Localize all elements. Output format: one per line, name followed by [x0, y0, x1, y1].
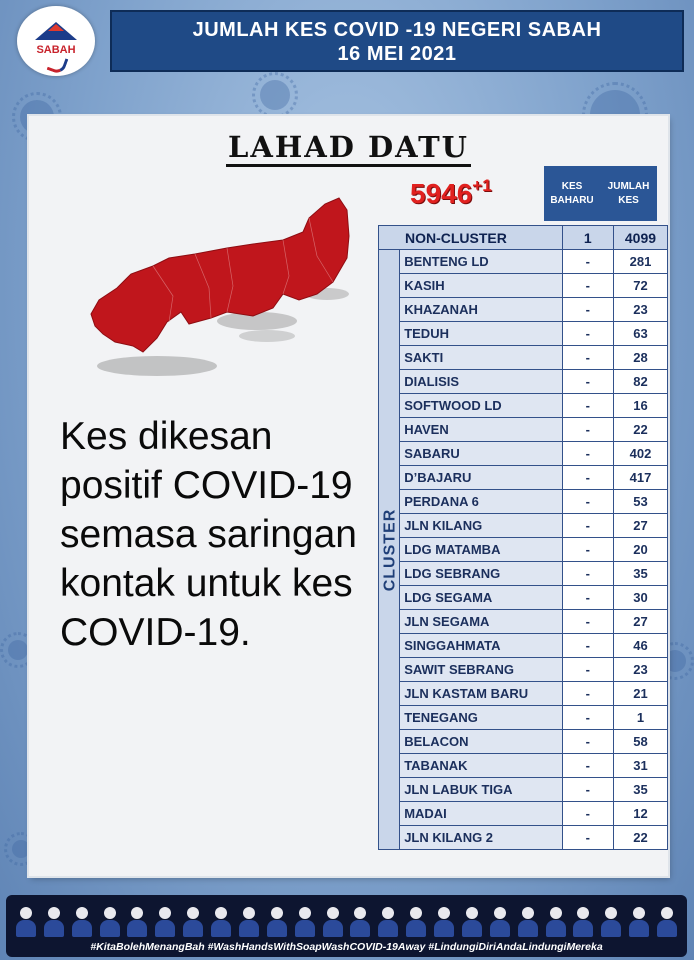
- row-jumlah: 21: [613, 682, 667, 706]
- virus-decoration: [12, 840, 30, 858]
- person-icon: [461, 907, 483, 937]
- header-date: 16 MEI 2021: [337, 43, 457, 65]
- mountain-peak-icon: [48, 24, 64, 31]
- row-baru: -: [562, 682, 613, 706]
- row-jumlah: 23: [613, 298, 667, 322]
- row-name: TENEGANG: [400, 706, 563, 730]
- row-jumlah: 417: [613, 466, 667, 490]
- row-baru: -: [562, 778, 613, 802]
- table-row: [379, 706, 668, 730]
- row-name: LDG SEBRANG: [400, 562, 563, 586]
- row-baru: -: [562, 514, 613, 538]
- table-row: [379, 298, 668, 322]
- row-name: JLN KASTAM BARU: [400, 682, 563, 706]
- row-jumlah: 22: [613, 418, 667, 442]
- header-kes-baharu: KES BAHARU: [544, 166, 600, 221]
- person-icon: [266, 907, 288, 937]
- person-icon: [126, 907, 148, 937]
- row-jumlah: 72: [613, 274, 667, 298]
- swoosh-icon: [47, 54, 69, 76]
- table-row: [379, 418, 668, 442]
- person-icon: [322, 907, 344, 937]
- row-jumlah: 53: [613, 490, 667, 514]
- row-baru: -: [562, 586, 613, 610]
- total-count: 5946: [410, 178, 473, 209]
- row-jumlah: 12: [613, 802, 667, 826]
- row-name: SINGGAHMATA: [400, 634, 563, 658]
- row-jumlah: 58: [613, 730, 667, 754]
- row-jumlah: 1: [613, 706, 667, 730]
- row-baru: -: [562, 370, 613, 394]
- row-name: JLN LABUK TIGA: [400, 778, 563, 802]
- table-row: [379, 634, 668, 658]
- table-row: [379, 778, 668, 802]
- table-row: [379, 538, 668, 562]
- row-name: SOFTWOOD LD: [400, 394, 563, 418]
- row-jumlah: 35: [613, 778, 667, 802]
- row-name: TABANAK: [400, 754, 563, 778]
- table-row: [379, 274, 668, 298]
- row-baru: -: [562, 754, 613, 778]
- row-name: D’BAJARU: [400, 466, 563, 490]
- header-title: JUMLAH KES COVID -19 NEGERI SABAH: [192, 19, 602, 41]
- row-name: SAWIT SEBRANG: [400, 658, 563, 682]
- info-message: Kes dikesan positif COVID-19 semasa saringan kontak untuk kes COVID-19.: [60, 415, 357, 654]
- person-icon: [210, 907, 232, 937]
- row-baru: -: [562, 658, 613, 682]
- person-icon: [656, 907, 678, 937]
- row-baru: -: [562, 538, 613, 562]
- person-icon: [517, 907, 539, 937]
- person-icon: [294, 907, 316, 937]
- row-name: LDG SEGAMA: [400, 586, 563, 610]
- district-map: [77, 196, 367, 386]
- table-row: [379, 562, 668, 586]
- row-baru: -: [562, 562, 613, 586]
- row-name: KASIH: [400, 274, 563, 298]
- row-baru: -: [562, 802, 613, 826]
- person-icon: [377, 907, 399, 937]
- person-icon: [238, 907, 260, 937]
- row-baru: -: [562, 442, 613, 466]
- cluster-label: CLUSTER: [381, 508, 398, 592]
- person-icon: [154, 907, 176, 937]
- table-row: [379, 322, 668, 346]
- table-row: [379, 802, 668, 826]
- row-jumlah: 30: [613, 586, 667, 610]
- table-row: [379, 442, 668, 466]
- row-jumlah: 16: [613, 394, 667, 418]
- row-name: BENTENG LD: [400, 250, 563, 274]
- row-baru: -: [562, 418, 613, 442]
- row-name: SAKTI: [400, 346, 563, 370]
- table-row: [379, 610, 668, 634]
- person-icon: [71, 907, 93, 937]
- person-icon: [433, 907, 455, 937]
- person-icon: [628, 907, 650, 937]
- table-row: [379, 682, 668, 706]
- row-name: DIALISIS: [400, 370, 563, 394]
- row-name: BELACON: [400, 730, 563, 754]
- row-jumlah: 31: [613, 754, 667, 778]
- person-icon: [572, 907, 594, 937]
- frontliner-figures: [6, 895, 687, 937]
- table-row: [379, 658, 668, 682]
- table-row: [379, 586, 668, 610]
- person-icon: [545, 907, 567, 937]
- table-row: [379, 514, 668, 538]
- table-row: [379, 370, 668, 394]
- person-icon: [349, 907, 371, 937]
- table-row: [379, 826, 668, 850]
- row-name: JLN SEGAMA: [400, 610, 563, 634]
- person-icon: [43, 907, 65, 937]
- row-baru: -: [562, 250, 613, 274]
- person-icon: [15, 907, 37, 937]
- row-jumlah: 28: [613, 346, 667, 370]
- row-name: LDG MATAMBA: [400, 538, 563, 562]
- row-baru: -: [562, 706, 613, 730]
- row-baru: -: [562, 826, 613, 850]
- person-icon: [600, 907, 622, 937]
- row-name: HAVEN: [400, 418, 563, 442]
- row-name: JLN KILANG 2: [400, 826, 563, 850]
- row-baru: -: [562, 322, 613, 346]
- footer-banner: [6, 895, 687, 957]
- table-row: [379, 730, 668, 754]
- row-baru: -: [562, 394, 613, 418]
- row-jumlah: 20: [613, 538, 667, 562]
- total-cases: [410, 178, 492, 210]
- row-jumlah: 23: [613, 658, 667, 682]
- row-baru: -: [562, 346, 613, 370]
- row-baru: -: [562, 730, 613, 754]
- sabah-logo: [17, 6, 95, 76]
- main-panel: [29, 116, 668, 876]
- row-name: PERDANA 6: [400, 490, 563, 514]
- district-title: LAHAD DATU: [29, 130, 668, 164]
- person-icon: [99, 907, 121, 937]
- row-name: KHAZANAH: [400, 298, 563, 322]
- header-jumlah-kes: JUMLAH KES: [600, 166, 657, 221]
- row-baru: -: [562, 466, 613, 490]
- row-name: TEDUH: [400, 322, 563, 346]
- person-icon: [182, 907, 204, 937]
- row-baru: -: [562, 610, 613, 634]
- row-jumlah: 4099: [613, 226, 667, 250]
- virus-decoration: [8, 640, 28, 660]
- footer-hashtags: #KitaBolehMenangBah #WashHandsWithSoapWashCOVID-19Away #LindungiDiriAndaLindungiMereka: [90, 941, 603, 953]
- table-row: [379, 490, 668, 514]
- row-baru: -: [562, 490, 613, 514]
- header-banner: [110, 10, 684, 72]
- table-row: [379, 754, 668, 778]
- table-row-non-cluster: [379, 226, 668, 250]
- person-icon: [405, 907, 427, 937]
- row-jumlah: 27: [613, 610, 667, 634]
- row-baru: -: [562, 298, 613, 322]
- row-jumlah: 402: [613, 442, 667, 466]
- row-baru: -: [562, 634, 613, 658]
- row-jumlah: 46: [613, 634, 667, 658]
- table-row: [379, 346, 668, 370]
- table-row: [379, 250, 668, 274]
- virus-decoration: [260, 80, 290, 110]
- row-baru: -: [562, 274, 613, 298]
- row-baru: 1: [562, 226, 613, 250]
- row-jumlah: 27: [613, 514, 667, 538]
- total-new: +1: [472, 176, 492, 195]
- table-row: [379, 466, 668, 490]
- row-name: NON-CLUSTER: [379, 226, 563, 250]
- row-name: JLN KILANG: [400, 514, 563, 538]
- row-name: SABARU: [400, 442, 563, 466]
- person-icon: [489, 907, 511, 937]
- logo-text: SABAH: [36, 44, 76, 56]
- row-jumlah: 281: [613, 250, 667, 274]
- table-row: [379, 394, 668, 418]
- row-jumlah: 82: [613, 370, 667, 394]
- row-name: MADAI: [400, 802, 563, 826]
- district-shape: [91, 198, 349, 352]
- row-jumlah: 22: [613, 826, 667, 850]
- row-jumlah: 35: [613, 562, 667, 586]
- cases-table: [378, 225, 668, 850]
- row-jumlah: 63: [613, 322, 667, 346]
